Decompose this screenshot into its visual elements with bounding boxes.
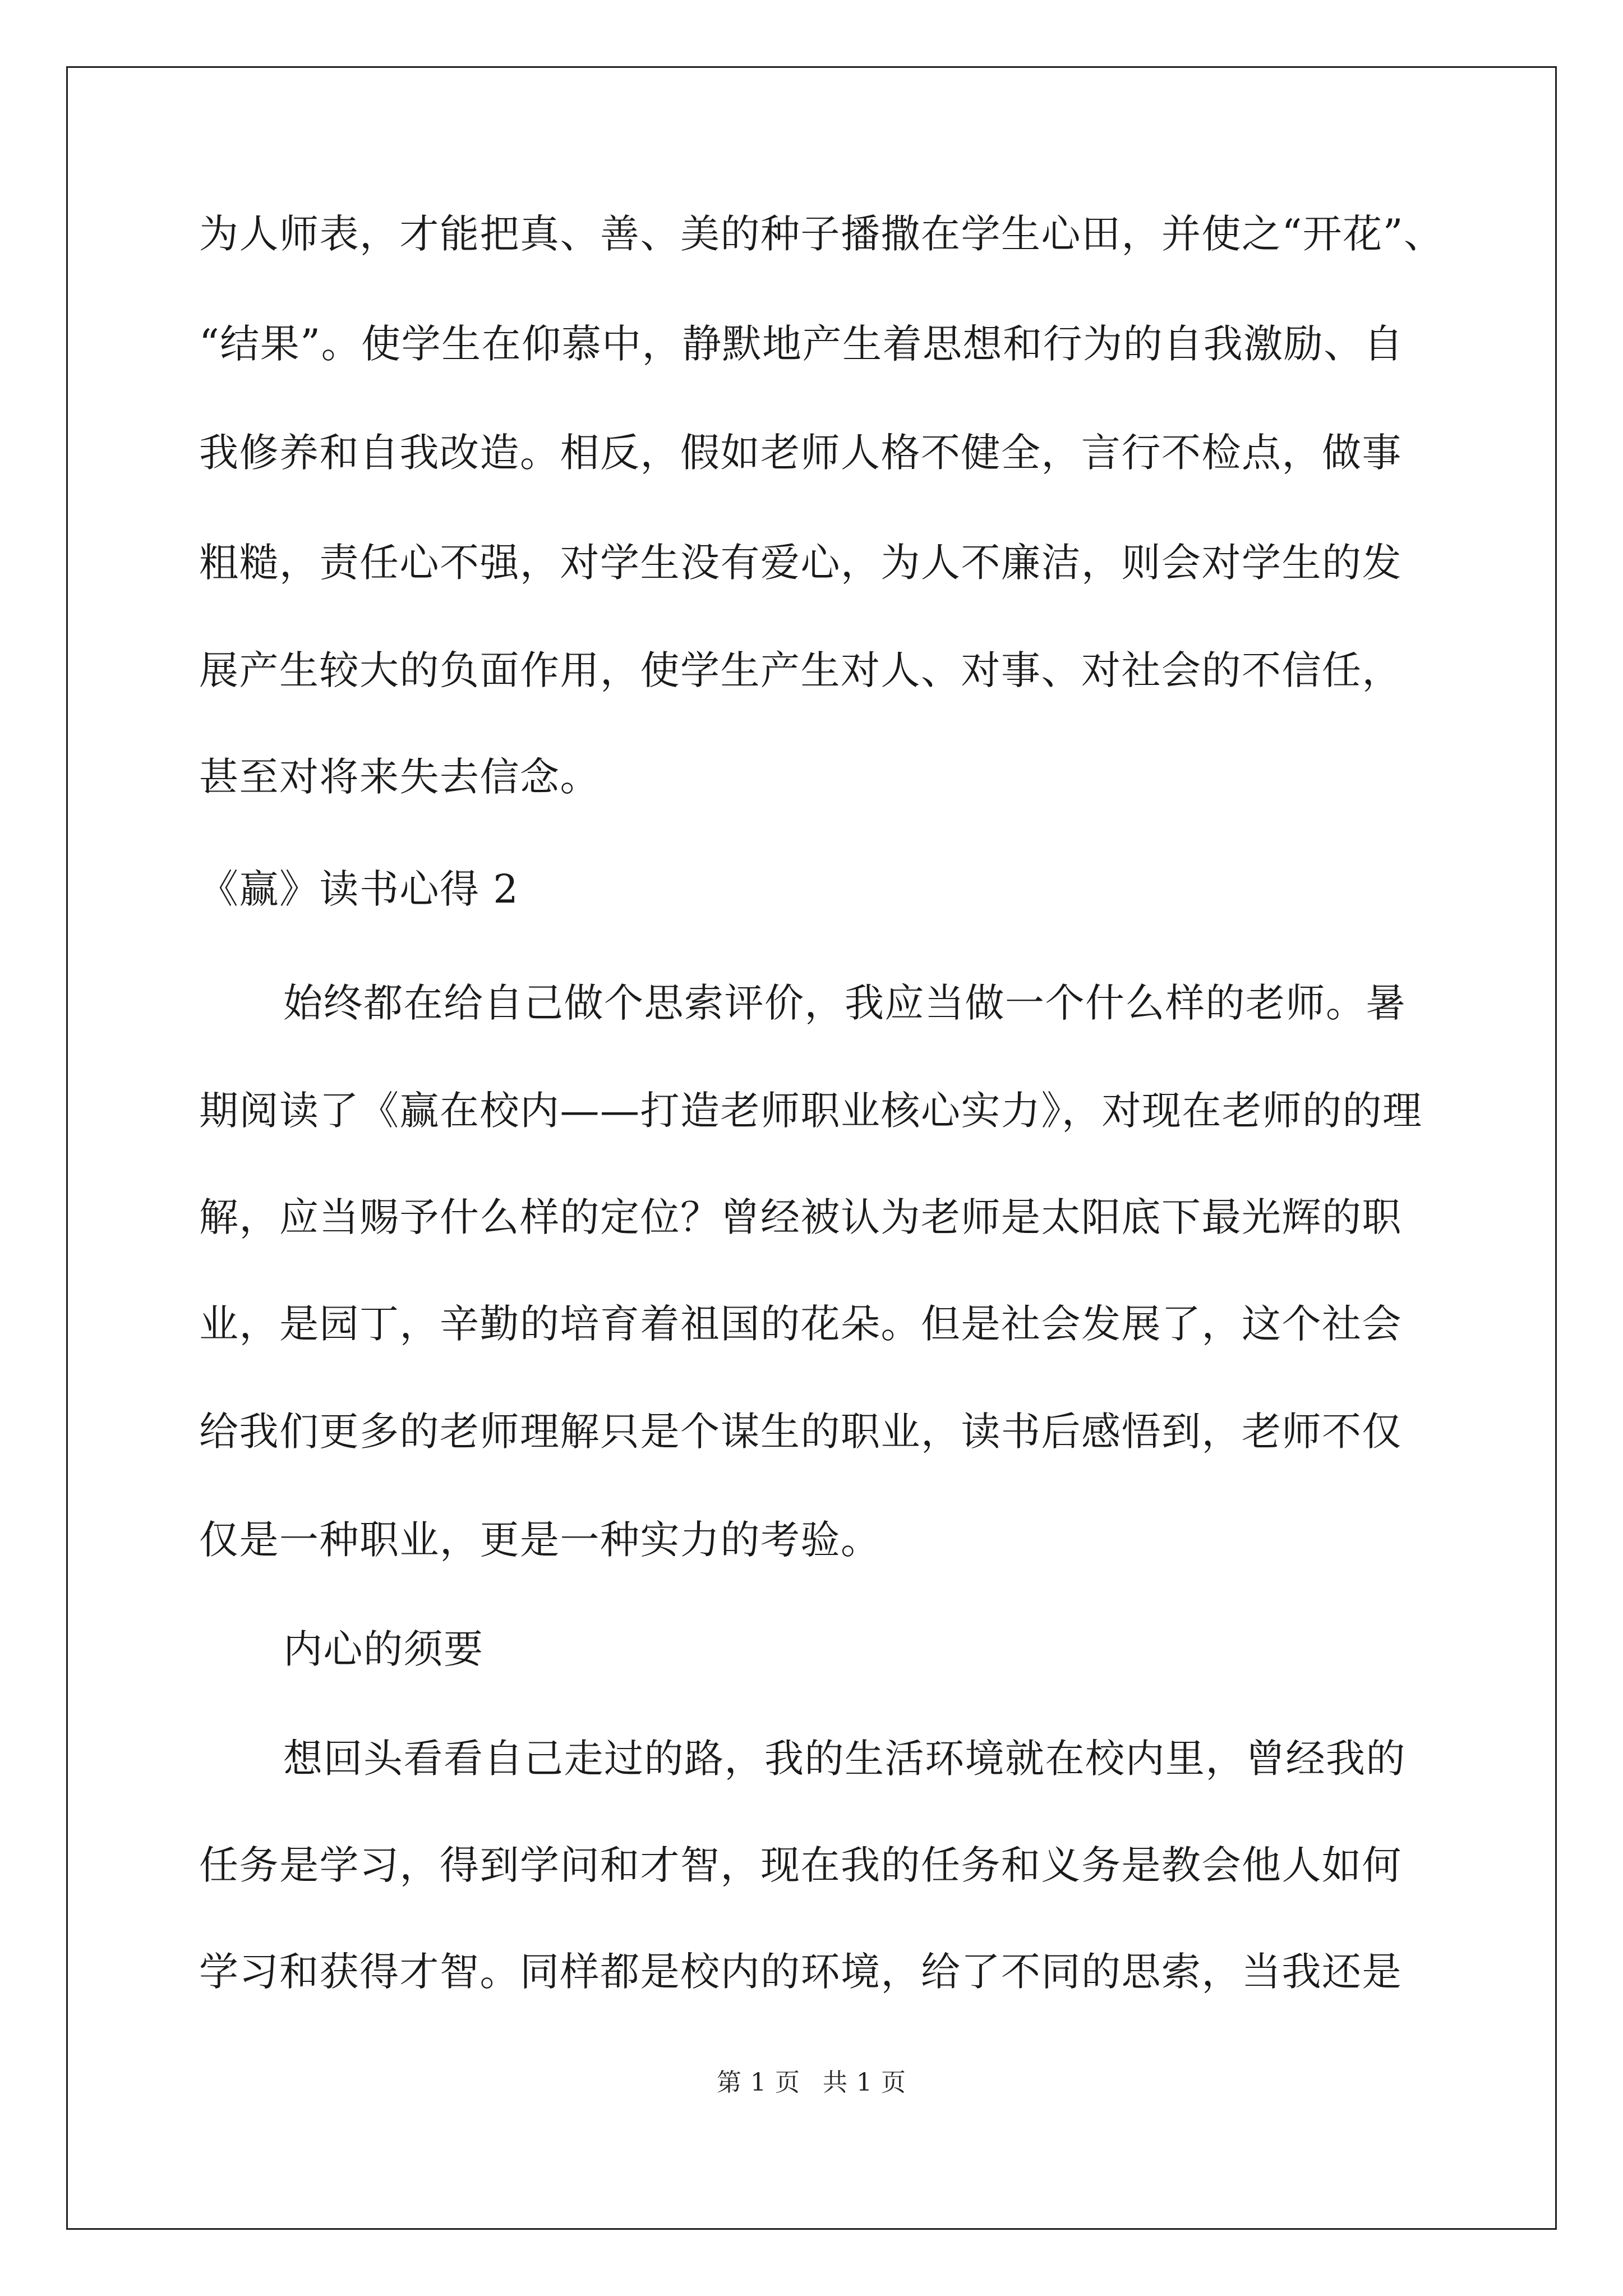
section-heading: 《赢》读书心得 2 [199, 866, 519, 912]
body-line: 解，应当赐予什么样的定位？曾经被认为老师是太阳底下最光辉的职 [199, 1194, 1402, 1240]
page-number: 第 1 页 [717, 2068, 800, 2097]
body-line: 展产生较大的负面作用，使学生产生对人、对事、对社会的不信任， [199, 647, 1402, 693]
body-line: 粗糙，责任心不强，对学生没有爱心，为人不廉洁，则会对学生的发 [199, 540, 1402, 586]
body-line: “结果”。使学生在仰慕中，静默地产生着思想和行为的自我激励、自 [199, 321, 1404, 367]
body-line: 学习和获得才智。同样都是校内的环境，给了不同的思索，当我还是 [199, 1949, 1402, 1995]
body-line: 期阅读了《赢在校内——打造老师职业核心实力》，对现在老师的的理 [199, 1088, 1423, 1134]
body-line: 任务是学习，得到学问和才智，现在我的任务和义务是教会他人如何 [199, 1842, 1402, 1888]
body-line: 想回头看看自己走过的路，我的生活环境就在校内里，曾经我的 [283, 1736, 1406, 1782]
body-line: 始终都在给自己做个思索评价，我应当做一个什么样的老师。暑 [283, 980, 1406, 1026]
body-line: 甚至对将来失去信念。 [199, 754, 600, 800]
subheading-line: 内心的须要 [283, 1626, 484, 1672]
body-line: 为人师表，才能把真、善、美的种子播撒在学生心田，并使之“开花”、 [199, 211, 1444, 257]
body-line: 我修养和自我改造。相反，假如老师人格不健全，言行不检点，做事 [199, 430, 1402, 476]
page-border [66, 66, 1557, 2230]
page-total: 共 1 页 [823, 2068, 906, 2097]
body-line: 给我们更多的老师理解只是个谋生的职业，读书后感悟到，老师不仅 [199, 1409, 1402, 1455]
page-footer [0, 2067, 1623, 2099]
body-line: 仅是一种职业，更是一种实力的考验。 [199, 1517, 881, 1563]
body-line: 业，是园丁，辛勤的培育着祖国的花朵。但是社会发展了，这个社会 [199, 1301, 1402, 1347]
